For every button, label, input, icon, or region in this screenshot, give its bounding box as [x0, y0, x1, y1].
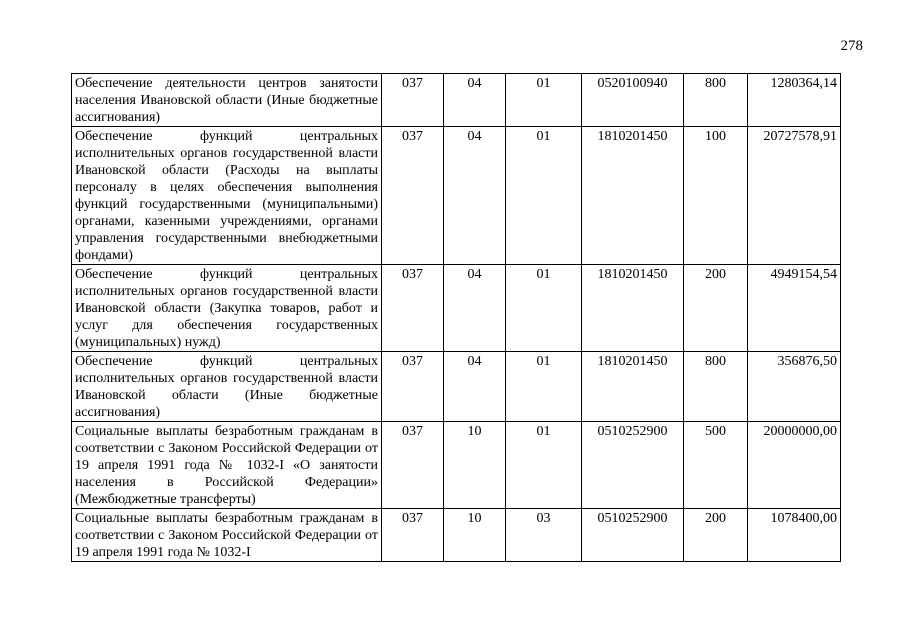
ministry-code: 037: [382, 74, 444, 127]
amount-value: 20727578,91: [748, 127, 841, 265]
table-row: [72, 509, 841, 562]
section-code: 04: [444, 74, 506, 127]
expense-type-code: 800: [684, 352, 748, 422]
ministry-code: 037: [382, 352, 444, 422]
expense-type-code: 500: [684, 422, 748, 509]
expense-type-code: 200: [684, 265, 748, 352]
ministry-code: 037: [382, 265, 444, 352]
target-article-code: 1810201450: [582, 352, 684, 422]
section-code: 04: [444, 127, 506, 265]
amount-value: 1078400,00: [748, 509, 841, 562]
subsection-code: 01: [506, 265, 582, 352]
table-row: [72, 127, 841, 265]
subsection-code: 01: [506, 352, 582, 422]
row-description: Обеспечение функций центральных исполнительных органов государственной власти Ивановской области (Иные бюджетные ассигнования): [72, 352, 382, 422]
expense-type-code: 200: [684, 509, 748, 562]
amount-value: 1280364,14: [748, 74, 841, 127]
table-row: [72, 74, 841, 127]
target-article-code: 0520100940: [582, 74, 684, 127]
row-description: Обеспечение функций центральных исполнительных органов государственной власти Ивановской области (Расходы на выплаты персоналу в целях обеспечения выполнения функций государственными (муниципальными) органами, казенными учреждениями, органами управления государственными внебюджетными фондами): [72, 127, 382, 265]
ministry-code: 037: [382, 422, 444, 509]
amount-value: 20000000,00: [748, 422, 841, 509]
page-number: 278: [840, 38, 863, 54]
amount-value: 4949154,54: [748, 265, 841, 352]
section-code: 10: [444, 422, 506, 509]
subsection-code: 01: [506, 422, 582, 509]
section-code: 04: [444, 265, 506, 352]
table-row: [72, 265, 841, 352]
expense-type-code: 100: [684, 127, 748, 265]
table-row: [72, 352, 841, 422]
row-description: Социальные выплаты безработным гражданам в соответствии с Законом Российской Федерации от 19 апреля 1991 года № 1032-I «О занятости населения в Российской Федерации» (Межбюджетные трансферты): [72, 422, 382, 509]
target-article-code: 0510252900: [582, 509, 684, 562]
ministry-code: 037: [382, 127, 444, 265]
target-article-code: 1810201450: [582, 127, 684, 265]
section-code: 04: [444, 352, 506, 422]
section-code: 10: [444, 509, 506, 562]
budget-table: [71, 73, 841, 562]
ministry-code: 037: [382, 509, 444, 562]
row-description: Обеспечение функций центральных исполнительных органов государственной власти Ивановской области (Закупка товаров, работ и услуг для обеспечения государственных (муниципальных) нужд): [72, 265, 382, 352]
table-row: [72, 422, 841, 509]
subsection-code: 01: [506, 74, 582, 127]
target-article-code: 1810201450: [582, 265, 684, 352]
amount-value: 356876,50: [748, 352, 841, 422]
row-description: Социальные выплаты безработным гражданам в соответствии с Законом Российской Федерации от 19 апреля 1991 года № 1032-I: [72, 509, 382, 562]
row-description: Обеспечение деятельности центров занятости населения Ивановской области (Иные бюджетные ассигнования): [72, 74, 382, 127]
subsection-code: 03: [506, 509, 582, 562]
target-article-code: 0510252900: [582, 422, 684, 509]
subsection-code: 01: [506, 127, 582, 265]
expense-type-code: 800: [684, 74, 748, 127]
